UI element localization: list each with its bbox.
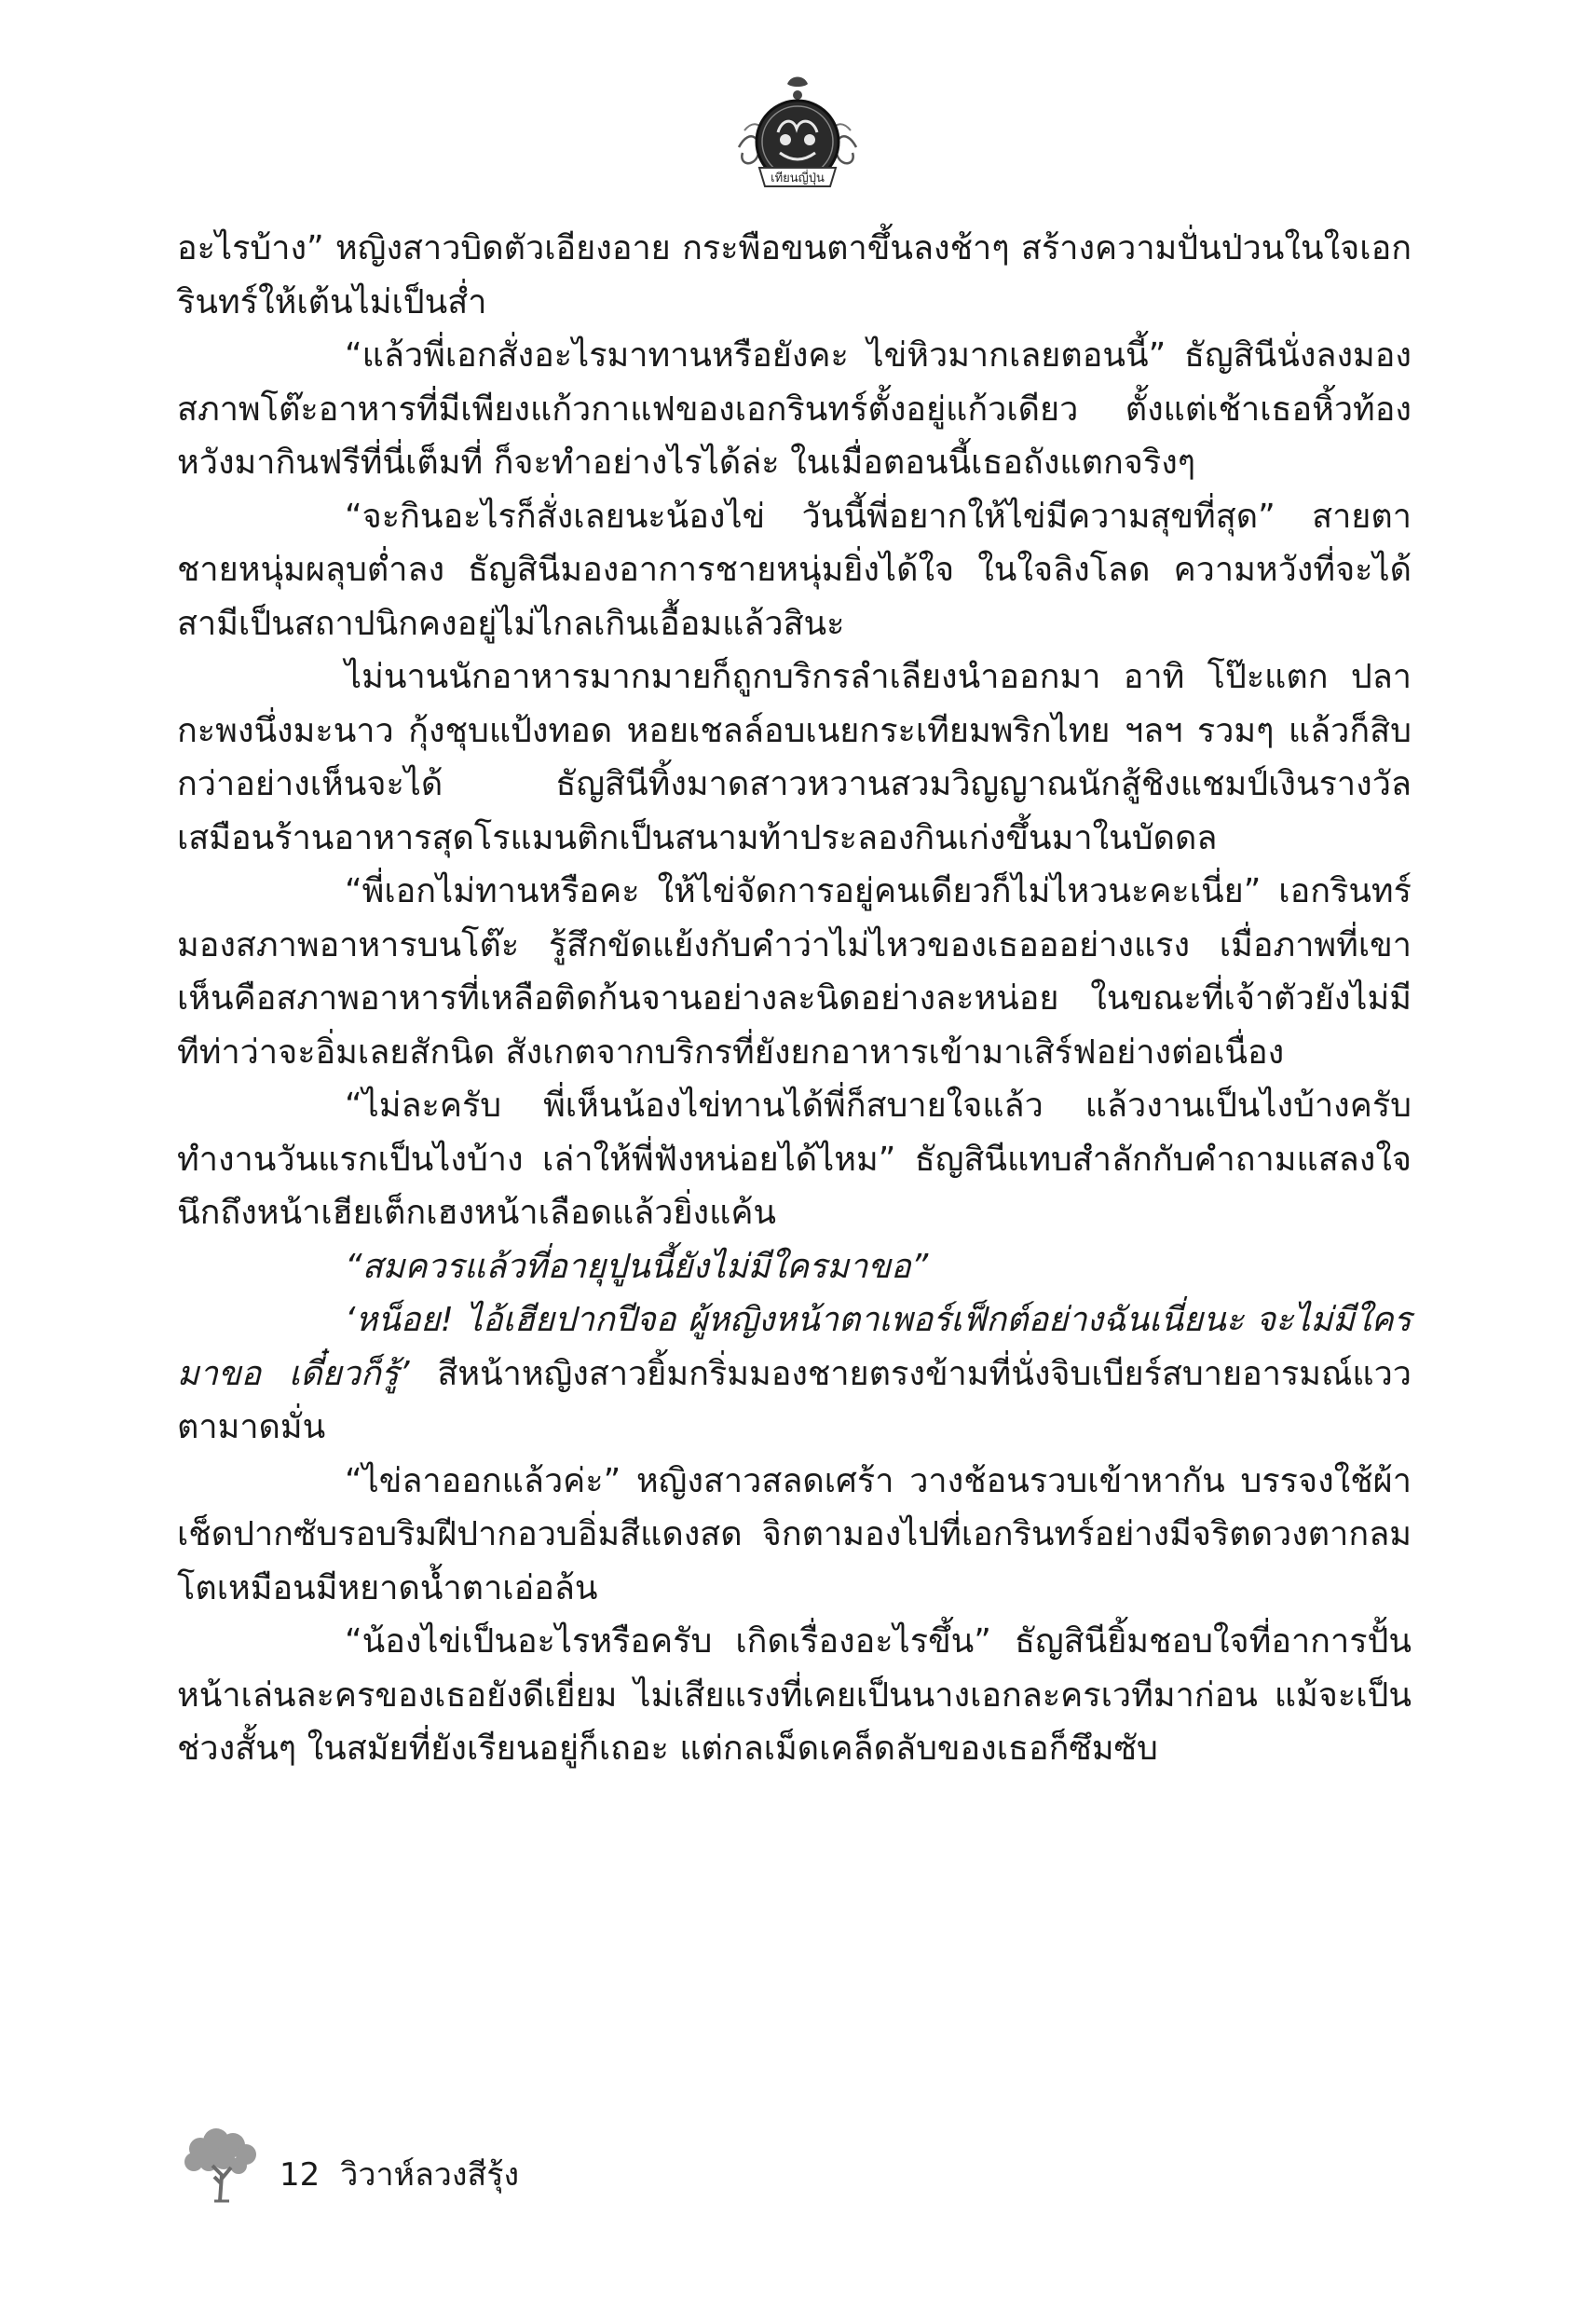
paragraph [177, 1293, 1412, 1455]
paragraph: “แล้วพี่เอกสั่งอะไรมาทานหรือยังคะ ไข่หิวมากเลยตอนนี้” ธัญสินีนั่งลงมองสภาพโต๊ะอาหารที่มีเพียงแก้วกาแฟของเอกรินทร์ตั้งอยู่แก้วเดียว ตั้งแต่เช้าเธอหิ้วท้องหวังมากินฟรีที่นี่เต็มที่ ก็จะทำอย่างไรได้ล่ะ ในเมื่อตอนนี้เธอถังแตกจริงๆ [177, 336, 1412, 482]
paragraph: “ไม่ละครับ พี่เห็นน้องไข่ทานได้พี่ก็สบายใจแล้ว แล้วงานเป็นไงบ้างครับ ทำงานวันแรกเป็นไงบ้าง เล่าให้พี่ฟังหน่อยได้ไหม” ธัญสินีแทบสำลักกับคำถามแสลงใจ นึกถึงหน้าเฮียเต็กเฮงหน้าเลือดแล้วยิ่งแค้น [177, 1087, 1412, 1232]
paragraph: อะไรบ้าง” หญิงสาวบิดตัวเอียงอาย กระพือขนตาขึ้นลงช้าๆ สร้างความปั่นป่วนในใจเอกรินทร์ให้เต้นไม่เป็นส่ำ [177, 229, 1412, 321]
paragraph: ไม่นานนักอาหารมากมายก็ถูกบริกรลำเลียงนำออกมา อาทิ โป๊ะแตก ปลากะพงนึ่งมะนาว กุ้งชุบแป้งทอด หอยเชลล์อบเนยกระเทียมพริกไทย ฯลฯ รวมๆ แล้วก็สิบกว่าอย่างเห็นจะได้ ธัญสินีทิ้งมาดสาวหวานสวมวิญญาณนักสู้ชิงแชมป์เงินรางวัล เสมือนร้านอาหารสุดโรแมนติกเป็นสนามท้าประลองกินเก่งขึ้นมาในบัดดล [177, 658, 1412, 857]
footer-text [280, 2149, 539, 2199]
page-number: 12 [280, 2156, 321, 2194]
paragraph: “พี่เอกไม่ทานหรือคะ ให้ไข่จัดการอยู่คนเดียวก็ไม่ไหวนะคะเนี่ย” เอกรินทร์มองสภาพอาหารบนโต๊ะ รู้สึกขัดแย้งกับคำว่าไม่ไหวของเธอออย่างแรง เมื่อภาพที่เขาเห็นคือสภาพอาหารที่เหลือติดก้นจานอย่างละนิดอย่างละหน่อย ในขณะที่เจ้าตัวยังไม่มีทีท่าว่าจะอิ่มเลยสักนิด สังเกตจากบริกรที่ยังยกอาหารเข้ามาเสิร์ฟอย่างต่อเนื่อง [177, 872, 1412, 1072]
paragraph: “สมควรแล้วที่อายุปูนนี้ยังไม่มีใครมาขอ” [345, 1247, 929, 1286]
page-footer [177, 2128, 736, 2203]
header-logo-text: เทียนญี่ปุ่น [771, 171, 825, 185]
tree-icon [177, 2128, 270, 2203]
paragraph: “จะกินอะไรก็สั่งเลยนะน้องไข่ วันนี้พี่อยากให้ไข่มีความสุขที่สุด” สายตาชายหนุ่มผลุบต่ำลง ธัญสินีมองอาการชายหนุ่มยิ่งได้ใจ ในใจลิงโลด ความหวังที่จะได้สามีเป็นสถาปนิกคงอยู่ไม่ไกลเกินเอื้อมแล้วสินะ [177, 497, 1412, 643]
paragraph: “น้องไข่เป็นอะไรหรือครับ เกิดเรื่องอะไรขึ้น” ธัญสินียิ้มชอบใจที่อาการปั้นหน้าเล่นละครของเธอยังดีเยี่ยม ไม่เสียแรงที่เคยเป็นนางเอกละครเวทีมาก่อน แม้จะเป็นช่วงสั้นๆ ในสมัยที่ยังเรียนอยู่ก็เถอะ แต่กลเม็ดเคล็ดลับของเธอก็ซึมซับ [177, 1622, 1412, 1768]
paragraph-italic-text: ‘หน็อย! ไอ้เฮียปากปีจอ ผู้หญิงหน้าตาเพอร์เฟ็กต์อย่างฉันเนี่ยนะ จะไม่มีใครมาขอ เดี๋ยวก็รู้’ [177, 1301, 1412, 1393]
paragraph: “ไข่ลาออกแล้วค่ะ” หญิงสาวสลดเศร้า วางช้อนรวบเข้าหากัน บรรจงใช้ผ้าเช็ดปากซับรอบริมฝีปากอวบอิ่มสีแดงสด จิกตามองไปที่เอกรินทร์อย่างมีจริตดวงตากลมโตเหมือนมีหยาดน้ำตาเอ่อล้น [177, 1461, 1412, 1607]
story-body [177, 222, 1412, 1776]
book-title: วิวาห์ลวงสีรุ้ง [340, 2156, 520, 2194]
header-logo-emblem-icon [731, 75, 864, 207]
paragraph-text: สีหน้าหญิงสาวยิ้มกริ่มมองชายตรงข้ามที่นั่งจิบเบียร์สบายอารมณ์แววตามาดมั่น [177, 1354, 1412, 1446]
